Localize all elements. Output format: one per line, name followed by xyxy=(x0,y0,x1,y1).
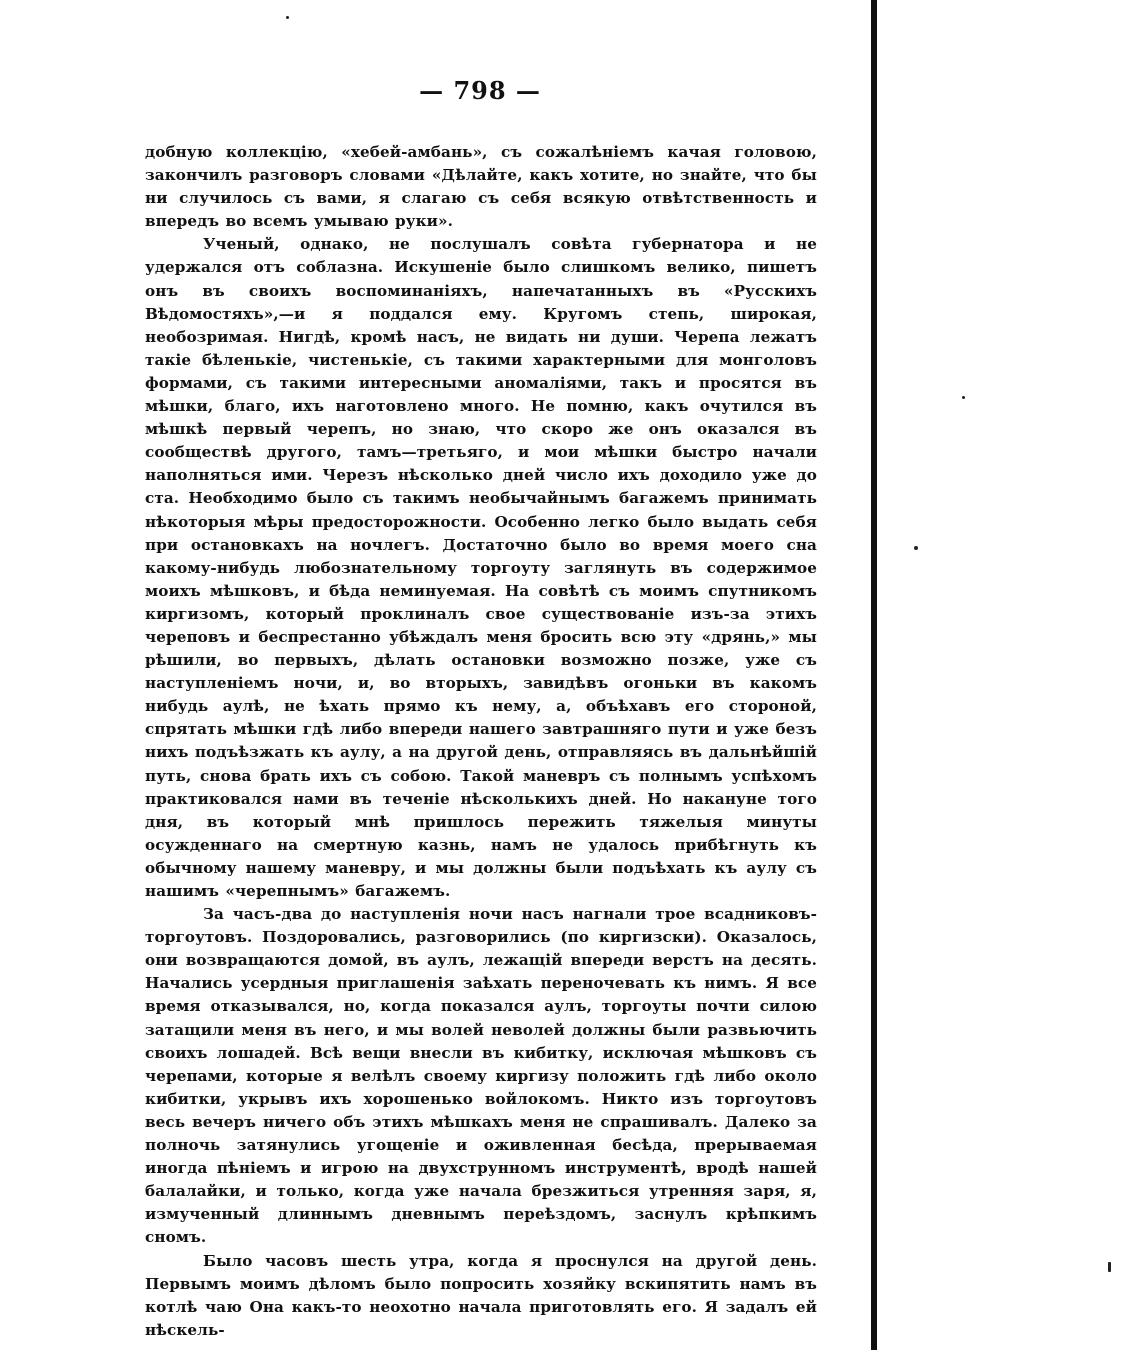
paragraph-1: добную коллекцію, «хебей-амбань», съ сожалѣніемъ качая головою, закончилъ разговоръ словами «Дѣлайте, какъ хотите, но знайте, что бы ни случилось съ вами, я слагаю съ себя всякую отвѣтственность и впередъ во всемъ умываю руки». xyxy=(145,143,817,231)
scan-speck xyxy=(914,546,918,550)
scan-speck xyxy=(1108,1262,1111,1272)
binding-edge-rule xyxy=(871,0,877,1350)
scan-speck xyxy=(286,16,289,19)
text-block xyxy=(145,141,817,1342)
page-number: — 798 — xyxy=(419,76,541,105)
paragraph-4: Было часовъ шесть утра, когда я проснулся на другой день. Первымъ моимъ дѣломъ было попросить хозяйку вскипятить намъ въ котлѣ чаю Она какъ-то неохотно начала приготовлять его. Я задалъ ей нѣскель- xyxy=(145,1251,817,1339)
paragraph-2: Ученый, однако, не послушалъ совѣта губернатора и не удержался отъ соблазна. Искушеніе было слишкомъ велико, пишетъ онъ въ своихъ воспоминаніяхъ, напечатанныхъ въ «Русскихъ Вѣдомостяхъ»,—и я поддался ему. Кругомъ степь, широкая, необозримая. Нигдѣ, кромѣ насъ, не видать ни души. Черепа лежатъ такіе бѣленькіе, чистенькіе, съ такими характерными для монголовъ формами, съ такими интересными аномаліями, такъ и просятся въ мѣшки, благо, ихъ наготовлено много. Не помню, какъ очутился въ мѣшкѣ первый черепъ, но знаю, что скоро же онъ оказался въ сообществѣ другого, тамъ—третьяго, и мои мѣшки быстро начали наполняться ими. Черезъ нѣсколько дней число ихъ доходило уже до ста. Необходимо было съ такимъ необычайнымъ багажемъ принимать нѣкоторыя мѣры предосторожности. Особенно легко было выдать себя при остановкахъ на ночлегъ. Достаточно было во время моего сна какому-нибудь любознательному торгоуту заглянуть въ содержимое моихъ мѣшковъ, и бѣда неминуемая. На совѣтѣ съ моимъ спутникомъ киргизомъ, который проклиналъ свое существованіе изъ-за этихъ череповъ и беспрестанно убѣждалъ меня бросить всю эту «дрянь,» мы рѣшили, во первыхъ, дѣлать остановки возможно позже, уже съ наступленіемъ ночи, и, во вторыхъ, завидѣвъ огоньки въ какомъ нибудь аулѣ, не ѣхать прямо къ нему, а, объѣхавъ его стороной, спрятать мѣшки гдѣ либо впереди нашего завтрашняго пути и уже безъ нихъ подъѣзжать къ аулу, а на другой день, отправляясь въ дальнѣйшій путь, снова брать ихъ съ собою. Такой маневръ съ полнымъ успѣхомъ практиковался нами въ теченіе нѣсколькихъ дней. Но накануне того дня, въ который мнѣ пришлось пережить тяжелыя минуты осужденнаго на смертную казнь, намъ не удалось прибѣгнуть къ обычному нашему маневру, и мы должны были подъѣхать къ аулу съ нашимъ «черепнымъ» багажемъ. xyxy=(145,235,817,900)
scan-speck xyxy=(962,396,965,399)
paragraph-3: За часъ-два до наступленія ночи насъ нагнали трое всадниковъ-торгоутовъ. Поздоровались, разговорились (по киргизски). Оказалось, они возвращаются домой, въ аулъ, лежащій впереди верстъ на десять. Начались усердныя приглашенія заѣхать переночевать къ нимъ. Я все время отказывался, но, когда показался аулъ, торгоуты почти силою затащили меня въ него, и мы волей неволей должны были развьючить своихъ лошадей. Всѣ вещи внесли въ кибитку, исключая мѣшковъ съ черепами, которые я велѣлъ своему киргизу положить гдѣ либо около кибитки, укрывъ ихъ хорошенько войлокомъ. Никто изъ торгоутовъ весь вечеръ ничего объ этихъ мѣшкахъ меня не спрашивалъ. Далеко за полночь затянулись угощеніе и оживленная бесѣда, прерываемая иногда пѣніемъ и игрою на двухструнномъ инструментѣ, вродѣ нашей балалайки, и только, когда уже начала брезжиться утренняя заря, я, измученный длиннымъ дневнымъ переѣздомъ, заснулъ крѣпкимъ сномъ. xyxy=(145,905,817,1247)
